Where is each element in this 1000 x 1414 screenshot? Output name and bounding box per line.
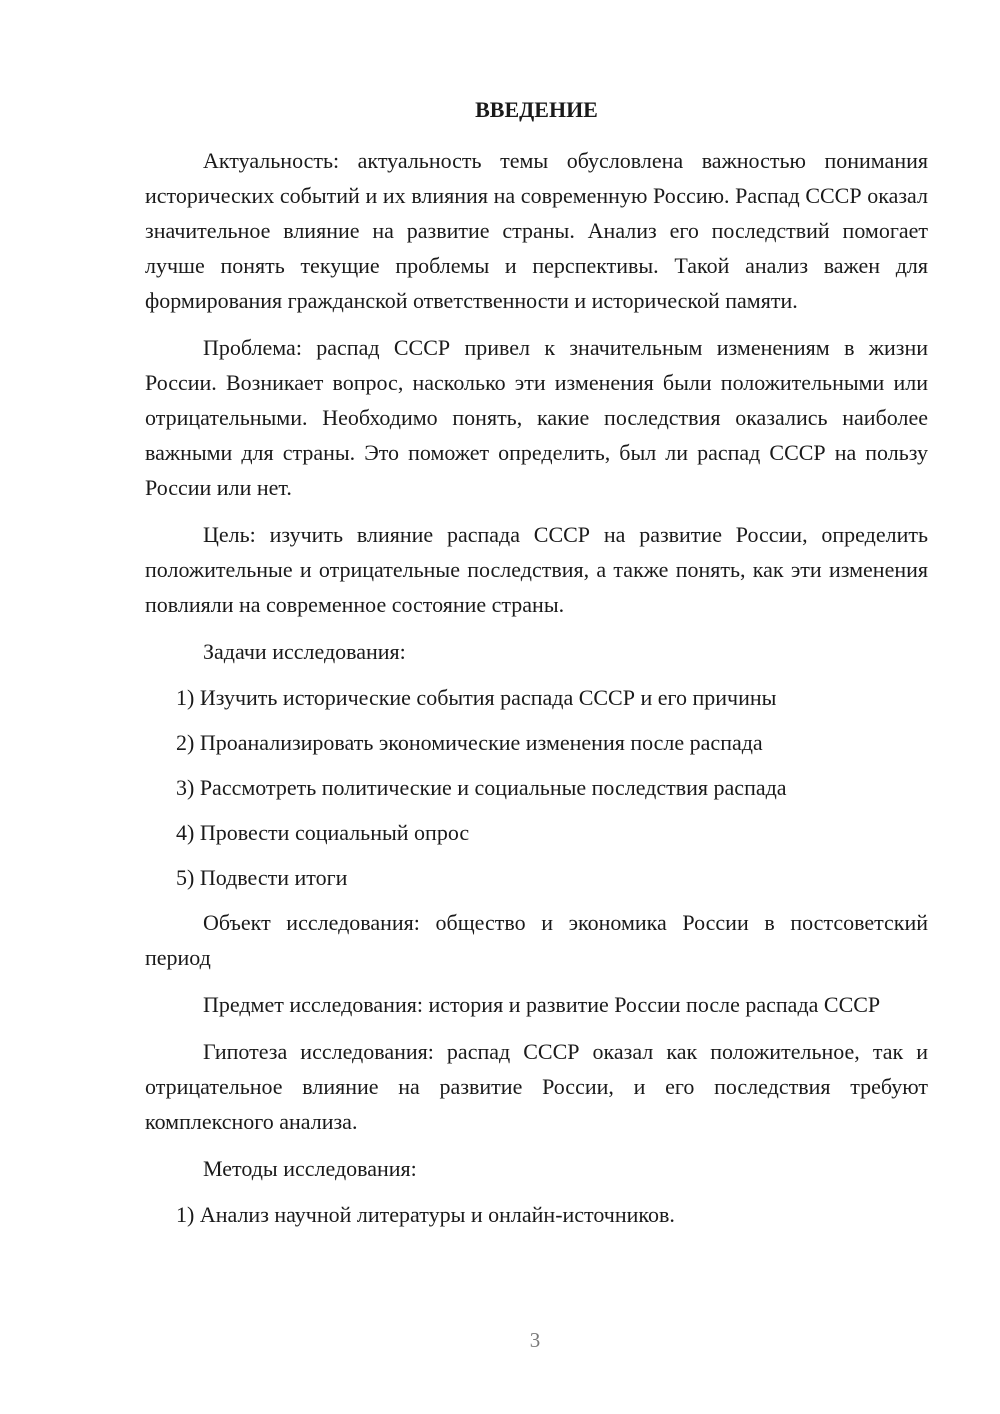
list-item: 1) Анализ научной литературы и онлайн-источников. bbox=[176, 1202, 675, 1227]
list-item: 1) Изучить исторические события распада СССР и его причины bbox=[176, 685, 777, 710]
object-paragraph: Объект исследования: общество и экономика России в постсоветский период bbox=[145, 910, 928, 970]
problem-paragraph: Проблема: распад СССР привел к значительным изменениям в жизни России. Возникает вопрос, насколько эти изменения были положительными или отрицательными. Необходимо понять, какие последствия оказались наиболее важными для страны. Это поможет определить, был ли распад СССР на пользу России или нет. bbox=[145, 335, 928, 500]
tasks-title: Задачи исследования: bbox=[203, 639, 406, 664]
section-heading: ВВЕДЕНИЕ bbox=[475, 97, 598, 122]
page-number: 3 bbox=[529, 1328, 541, 1352]
relevance-paragraph: Актуальность: актуальность темы обусловлена важностью понимания исторических событий и их влияния на современную Россию. Распад СССР оказал значительное влияние на развитие страны. Анализ его последствий помогает лучше понять текущие проблемы и перспективы. Такой анализ важен для формирования гражданской ответственности и исторической памяти. bbox=[145, 148, 928, 313]
list-item: 2) Проанализировать экономические изменения после распада bbox=[176, 730, 763, 755]
list-item: 5) Подвести итоги bbox=[176, 865, 348, 890]
hypothesis-paragraph: Гипотеза исследования: распад СССР оказал как положительное, так и отрицательное влияние на развитие России, и его последствия требуют комплексного анализа. bbox=[145, 1039, 928, 1134]
list-item: 3) Рассмотреть политические и социальные последствия распада bbox=[176, 775, 787, 800]
goal-paragraph: Цель: изучить влияние распада СССР на развитие России, определить положительные и отрицательные последствия, а также понять, как эти изменения повлияли на современное состояние страны. bbox=[145, 522, 928, 617]
tasks-list bbox=[145, 680, 928, 895]
list-item: 4) Провести социальный опрос bbox=[176, 820, 470, 845]
methods-list bbox=[145, 1197, 928, 1232]
subject-paragraph: Предмет исследования: история и развитие России после распада СССР bbox=[203, 992, 881, 1017]
document-page bbox=[145, 95, 928, 1242]
methods-title: Методы исследования: bbox=[203, 1156, 417, 1181]
